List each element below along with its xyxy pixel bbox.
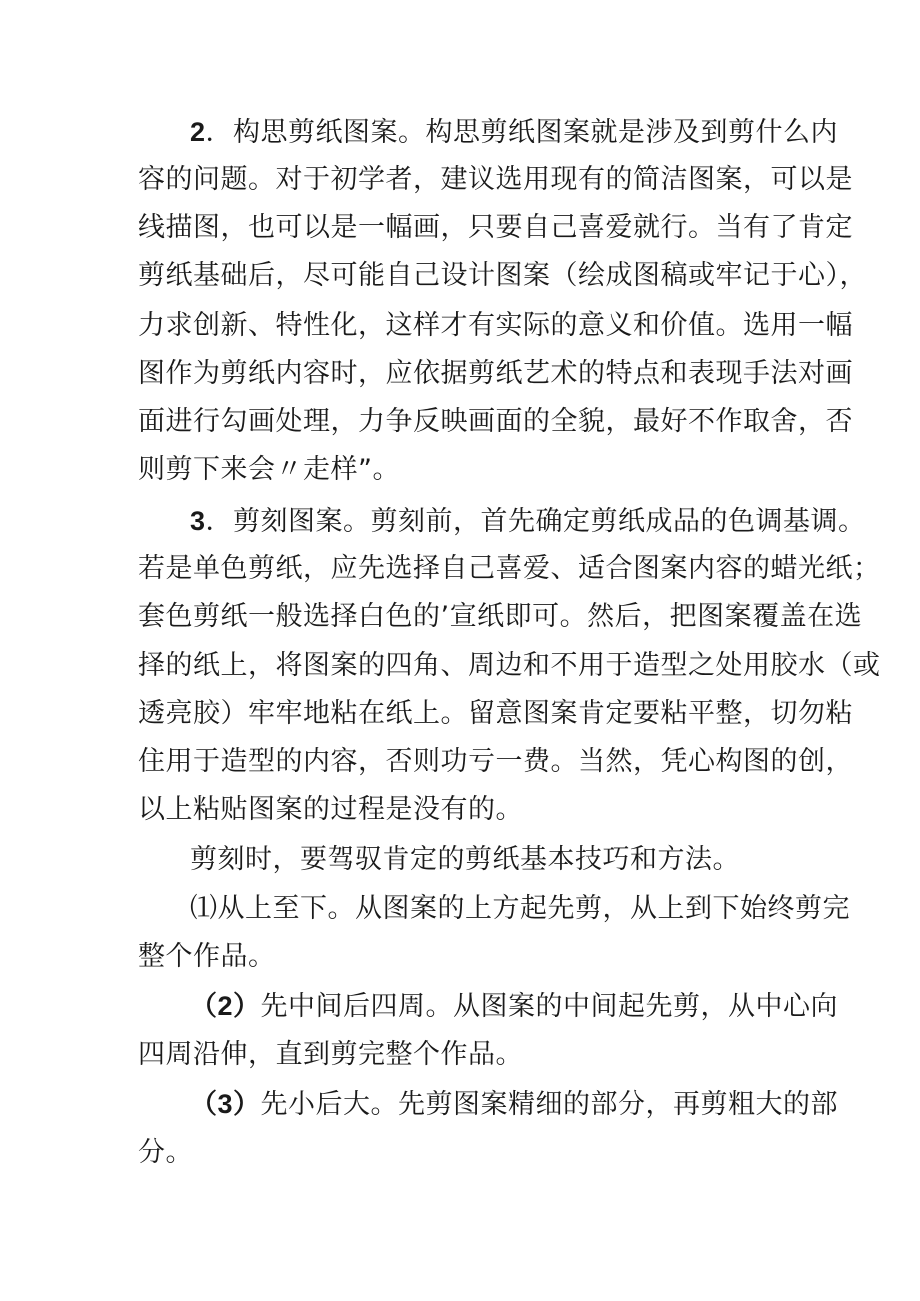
section-3-line-1: 3．剪刻图案。剪刻前，首先确定剪纸成品的色调基调。	[190, 506, 866, 537]
method-2-line-1: （2）先中间后四周。从图案的中间起先剪，从中心向	[190, 991, 839, 1022]
section-3-line-2: 若是单色剪纸，应先选择自己喜爱、适合图案内容的蜡光纸；	[138, 553, 881, 584]
method-2-line-2: 四周沿伸，直到剪完整个作品。	[138, 1039, 523, 1070]
section-2-number: 2	[190, 117, 206, 147]
section-3-line-7: 以上粘贴图案的过程是没有的。	[138, 794, 523, 825]
section-2-line-1: 2．构思剪纸图案。构思剪纸图案就是涉及到剪什么内	[190, 117, 839, 148]
section-3-number: 3	[190, 506, 206, 536]
method-3-line-1: （3）先小后大。先剪图案精细的部分，再剪粗大的部	[190, 1089, 839, 1120]
techniques-intro: 剪刻时，要驾驭肯定的剪纸基本技巧和方法。	[190, 844, 740, 875]
method-1-line-1: ⑴从上至下。从图案的上方起先剪，从上到下始终剪完	[190, 893, 850, 924]
section-2-line-8: 则剪下来会〃走样”。	[138, 454, 400, 485]
method-3-marker: （3）	[190, 1089, 261, 1119]
method-1-marker: ⑴	[190, 893, 218, 924]
section-2-line-7: 面进行勾画处理，力争反映画面的全貌，最好不作取舍，否	[138, 406, 853, 437]
section-3-line-3: 套色剪纸一般选择白色的’宣纸即可。然后，把图案覆盖在选	[138, 601, 863, 632]
section-2-line-4: 剪纸基础后，尽可能自己设计图案（绘成图稿或牢记于心），	[138, 260, 867, 291]
section-3-line-4: 择的纸上，将图案的四角、周边和不用于造型之处用胶水（或	[138, 650, 881, 681]
section-2-line-5: 力求创新、特性化，这样才有实际的意义和价值。选用一幅	[138, 310, 853, 341]
method-1-line-2: 整个作品。	[138, 941, 276, 972]
section-3-line-6: 住用于造型的内容，否则功亏一费。当然，凭心构图的创，	[138, 746, 853, 777]
method-3-line-2: 分。	[138, 1137, 193, 1168]
section-2-line-2: 容的问题。对于初学者，建议选用现有的简洁图案，可以是	[138, 164, 853, 195]
section-2-line-6: 图作为剪纸内容时，应依据剪纸艺术的特点和表现手法对画	[138, 358, 853, 389]
method-2-marker: （2）	[190, 991, 261, 1021]
section-2-line-3: 线描图，也可以是一幅画，只要自己喜爱就行。当有了肯定	[138, 212, 853, 243]
section-3-line-5: 透亮胶）牢牢地粘在纸上。留意图案肯定要粘平整，切勿粘	[138, 698, 853, 729]
